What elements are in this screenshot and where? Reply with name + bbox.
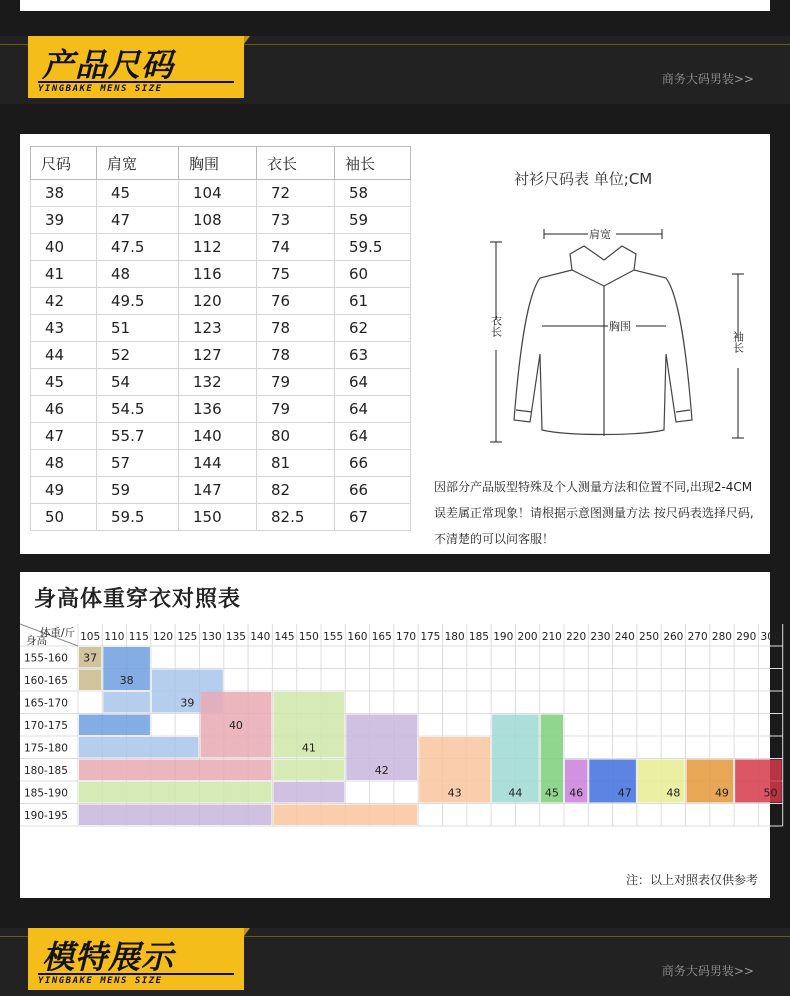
table-cell: 59.5 — [97, 504, 179, 531]
size-label: 40 — [228, 718, 243, 732]
weight-label: 220 — [566, 631, 587, 643]
banner-tag — [28, 36, 244, 98]
table-cell: 48 — [31, 450, 97, 477]
table-cell: 78 — [257, 315, 335, 342]
table-cell: 59.5 — [335, 234, 411, 261]
weight-label: 110 — [104, 631, 125, 643]
table-cell: 64 — [335, 423, 411, 450]
table-cell: 80 — [257, 423, 335, 450]
table-cell: 45 — [31, 369, 97, 396]
more-link[interactable]: 商务大码男装>> — [661, 72, 754, 86]
shirt-body — [514, 270, 692, 435]
table-cell: 40 — [31, 234, 97, 261]
size-label: 48 — [666, 786, 681, 800]
table-row — [31, 234, 411, 261]
table-cell: 75 — [257, 261, 335, 288]
size-region — [273, 782, 344, 803]
table-cell: 47 — [97, 207, 179, 234]
weight-label: 160 — [347, 631, 368, 643]
size-region — [103, 692, 150, 713]
table-cell: 132 — [179, 369, 257, 396]
table-row — [31, 369, 411, 396]
table-row — [31, 423, 411, 450]
table-row — [31, 315, 411, 342]
measurement-note: 因部分产品版型特殊及个人测量方法和位置不同,出现2-4CM误差属正常现象！请根据示意图测量方法 按尺码表选择尺码,不清楚的可以问客服！ — [434, 480, 754, 546]
table-cell: 51 — [97, 315, 179, 342]
size-label: 46 — [569, 786, 584, 800]
table-cell: 136 — [179, 396, 257, 423]
table-cell: 38 — [31, 180, 97, 207]
table-cell: 74 — [257, 234, 335, 261]
table-cell: 108 — [179, 207, 257, 234]
height-label: 180-185 — [24, 764, 68, 777]
table-cell: 150 — [179, 504, 257, 531]
weight-label: 170 — [396, 631, 417, 643]
corner-weight-label: 体重/斤 — [40, 627, 76, 639]
table-cell: 116 — [179, 261, 257, 288]
size-label: 47 — [617, 786, 632, 800]
table-row — [31, 261, 411, 288]
table-cell: 104 — [179, 180, 257, 207]
size-region — [79, 737, 199, 758]
table-cell: 58 — [335, 180, 411, 207]
section-banner-model — [0, 928, 790, 996]
section-subtitle: YINGBAKE MENS SIZE — [38, 81, 234, 94]
length-label: 衣长 — [489, 315, 503, 337]
table-cell: 112 — [179, 234, 257, 261]
table-cell: 39 — [31, 207, 97, 234]
size-label: 44 — [508, 786, 523, 800]
table-cell: 61 — [335, 288, 411, 315]
table-cell: 76 — [257, 288, 335, 315]
weight-label: 135 — [225, 631, 246, 643]
table-cell: 41 — [31, 261, 97, 288]
weight-label: 115 — [128, 631, 149, 643]
size-table-body — [31, 180, 411, 531]
table-cell: 78 — [257, 342, 335, 369]
table-cell: 64 — [335, 396, 411, 423]
size-region — [79, 670, 101, 691]
size-region — [79, 782, 271, 803]
table-cell: 46 — [31, 396, 97, 423]
table-cell: 120 — [179, 288, 257, 315]
table-cell: 82 — [257, 477, 335, 504]
header-cell: 胸围 — [179, 147, 257, 180]
weight-label: 145 — [274, 631, 295, 643]
table-cell: 144 — [179, 450, 257, 477]
height-label: 185-190 — [24, 787, 68, 800]
weight-label: 240 — [614, 631, 635, 643]
weight-label: 120 — [153, 631, 174, 643]
weight-label: 165 — [371, 631, 392, 643]
size-label: 45 — [544, 786, 559, 800]
size-region — [79, 805, 271, 826]
table-row — [31, 504, 411, 531]
table-cell: 57 — [97, 450, 179, 477]
table-cell: 52 — [97, 342, 179, 369]
weight-label: 210 — [541, 631, 562, 643]
weight-label: 280 — [711, 631, 732, 643]
shoulder-label: 肩宽 — [589, 228, 611, 241]
diagram-title: 衬衫尺码表 单位;CM — [514, 170, 653, 188]
chart-title: 身高体重穿衣对照表 — [34, 587, 242, 612]
table-row — [31, 180, 411, 207]
shirt-outline — [514, 246, 692, 436]
table-cell: 49.5 — [97, 288, 179, 315]
weight-label: 190 — [493, 631, 514, 643]
weight-label: 125 — [177, 631, 198, 643]
table-cell: 79 — [257, 396, 335, 423]
table-row — [31, 342, 411, 369]
shirt-diagram — [458, 214, 748, 454]
table-cell: 73 — [257, 207, 335, 234]
size-table-header — [31, 147, 411, 180]
size-label: 37 — [83, 651, 98, 665]
table-row — [31, 450, 411, 477]
sleeve-label: 袖长 — [731, 331, 745, 353]
header-cell: 肩宽 — [97, 147, 179, 180]
size-label: 39 — [180, 696, 195, 710]
corner-height-label: 身高 — [26, 635, 47, 647]
table-cell: 64 — [335, 369, 411, 396]
table-cell: 49 — [31, 477, 97, 504]
table-cell: 60 — [335, 261, 411, 288]
weight-label: 185 — [468, 631, 489, 643]
table-cell: 55.7 — [97, 423, 179, 450]
section-title: 模特展示 — [42, 938, 175, 976]
weight-label: 260 — [663, 631, 684, 643]
table-cell: 123 — [179, 315, 257, 342]
size-region — [273, 760, 344, 781]
weight-label: 290 — [736, 631, 757, 643]
weight-label: 150 — [298, 631, 319, 643]
table-cell: 59 — [97, 477, 179, 504]
section-subtitle: YINGBAKE MENS SIZE — [38, 973, 234, 986]
height-label: 160-165 — [24, 674, 68, 687]
height-label: 175-180 — [24, 742, 68, 755]
table-row — [31, 477, 411, 504]
header-cell: 袖长 — [335, 147, 411, 180]
table-cell: 47 — [31, 423, 97, 450]
height-weight-chart — [20, 572, 781, 872]
table-row — [31, 207, 411, 234]
table-cell: 147 — [179, 477, 257, 504]
height-label: 190-195 — [24, 809, 68, 822]
weight-label: 130 — [201, 631, 222, 643]
collar — [570, 246, 636, 286]
height-label: 155-160 — [24, 652, 68, 665]
table-cell: 59 — [335, 207, 411, 234]
table-cell: 42 — [31, 288, 97, 315]
weight-label: 200 — [517, 631, 538, 643]
size-region — [79, 715, 150, 736]
height-weight-panel — [20, 572, 781, 898]
table-cell: 127 — [179, 342, 257, 369]
table-cell: 79 — [257, 369, 335, 396]
section-banner-size — [0, 36, 790, 104]
table-cell: 66 — [335, 477, 411, 504]
weight-label: 175 — [420, 631, 441, 643]
tag-notch — [244, 36, 250, 44]
size-label: 41 — [301, 741, 316, 755]
size-region — [273, 805, 417, 826]
table-cell: 63 — [335, 342, 411, 369]
table-cell: 43 — [31, 315, 97, 342]
more-link[interactable]: 商务大码男装>> — [661, 964, 754, 978]
table-cell: 81 — [257, 450, 335, 477]
table-cell: 45 — [97, 180, 179, 207]
table-cell: 54.5 — [97, 396, 179, 423]
banner-tag — [28, 928, 244, 990]
table-cell: 47.5 — [97, 234, 179, 261]
table-cell: 54 — [97, 369, 179, 396]
weight-label: 230 — [590, 631, 611, 643]
table-row — [31, 288, 411, 315]
chart-note: 注：以上对照表仅供参考 — [625, 873, 758, 887]
table-cell: 62 — [335, 315, 411, 342]
table-cell: 44 — [31, 342, 97, 369]
size-label: 43 — [447, 786, 462, 800]
weight-label: 155 — [323, 631, 344, 643]
table-cell: 82.5 — [257, 504, 335, 531]
chest-label: 胸围 — [609, 320, 631, 333]
table-row — [31, 396, 411, 423]
weight-label: 250 — [639, 631, 660, 643]
section-title: 产品尺码 — [42, 46, 175, 84]
weight-label: 140 — [250, 631, 271, 643]
size-label: 49 — [714, 786, 729, 800]
weight-label: 300 — [760, 631, 781, 643]
size-label: 50 — [763, 786, 778, 800]
table-cell: 48 — [97, 261, 179, 288]
size-region — [79, 760, 271, 781]
height-label: 170-175 — [24, 719, 68, 732]
header-cell: 衣长 — [257, 147, 335, 180]
size-label: 42 — [374, 763, 389, 777]
height-label: 165-170 — [24, 697, 68, 710]
weight-label: 180 — [444, 631, 465, 643]
weight-label: 270 — [687, 631, 708, 643]
size-table — [30, 146, 411, 531]
table-cell: 67 — [335, 504, 411, 531]
table-cell: 72 — [257, 180, 335, 207]
tag-notch — [244, 928, 250, 936]
table-cell: 66 — [335, 450, 411, 477]
header-cell: 尺码 — [31, 147, 97, 180]
size-panel — [20, 134, 770, 554]
previous-panel-edge — [20, 0, 770, 11]
table-cell: 140 — [179, 423, 257, 450]
size-label: 38 — [119, 673, 134, 687]
weight-label: 105 — [80, 631, 101, 643]
table-cell: 50 — [31, 504, 97, 531]
